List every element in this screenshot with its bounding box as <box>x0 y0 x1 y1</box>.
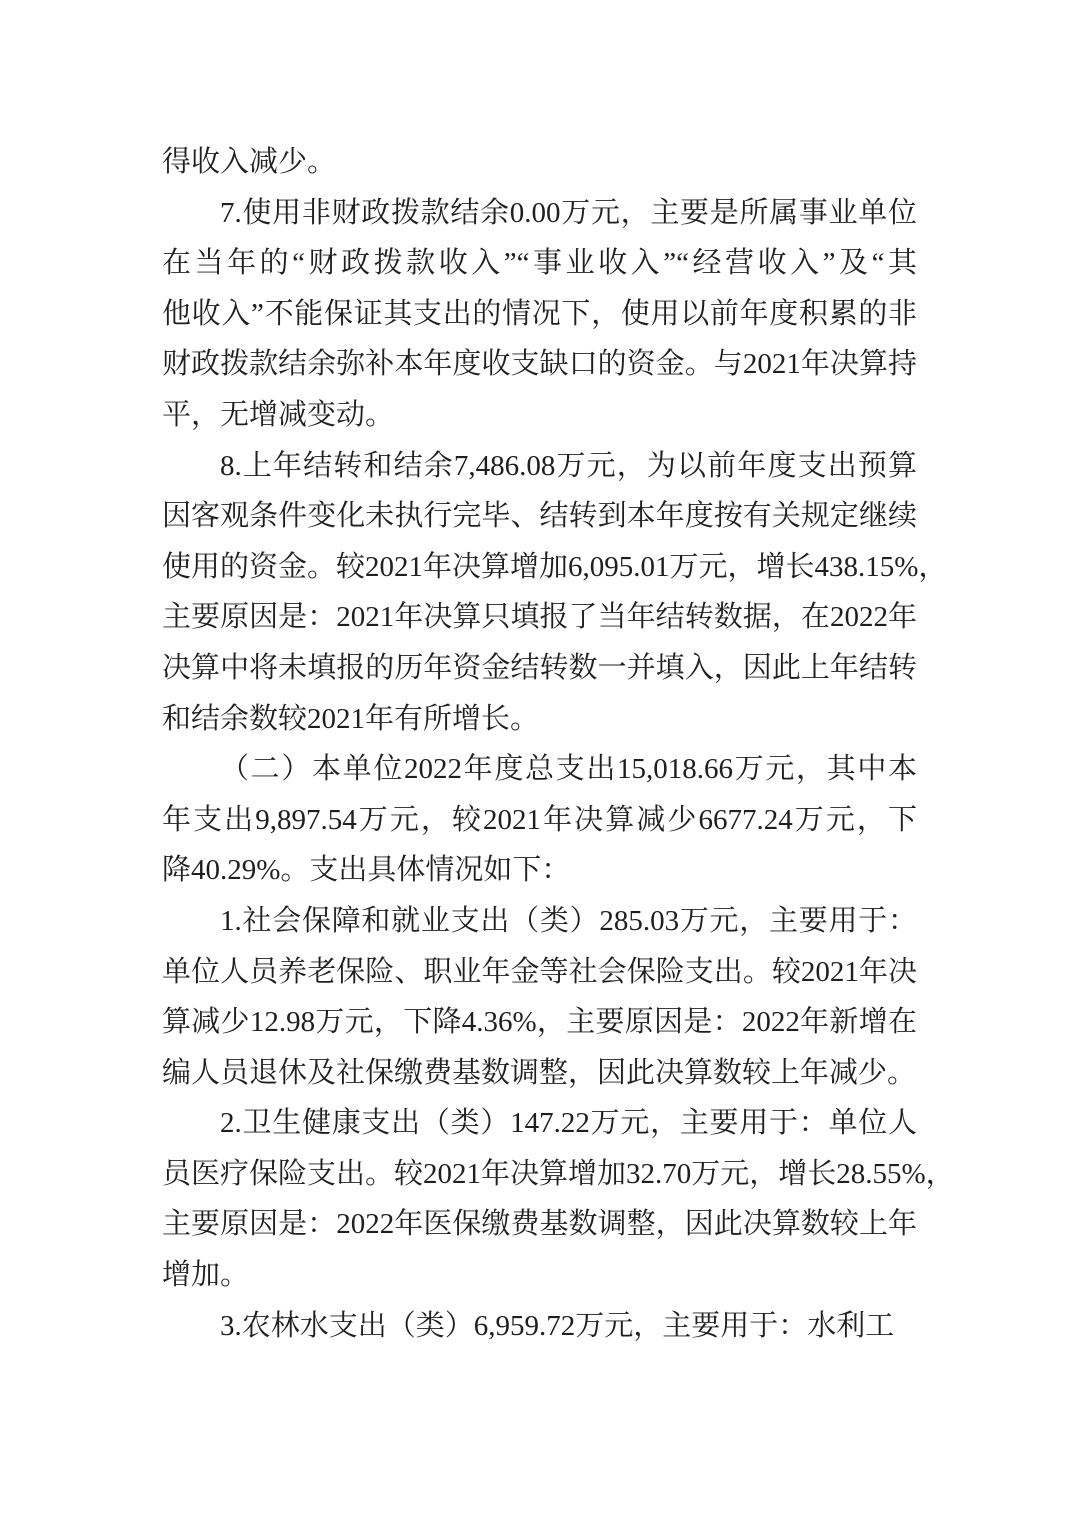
text-line: 1.社会保障和就业支出（类）285.03万元，主要用于： <box>220 904 917 937</box>
text-line: 7.使用非财政拨款结余0.00万元，主要是所属事业单位 <box>220 196 917 229</box>
text-line: 单位人员养老保险、职业年金等社会保险支出。较2021年决 <box>162 955 917 988</box>
text-line: 算减少12.98万元，下降4.36%，主要原因是：2022年新增在 <box>162 1006 917 1039</box>
text-line: 主要原因是：2021年决算只填报了当年结转数据，在2022年 <box>162 601 917 634</box>
text-line: 主要原因是：2022年医保缴费基数调整，因此决算数较上年 <box>162 1208 917 1241</box>
text-line: 年支出9,897.54万元，较2021年决算减少6677.24万元，下 <box>162 803 917 836</box>
text-line: 在当年的“财政拨款收入”“事业收入”“经营收入”及“其 <box>162 247 917 280</box>
text-line: 2.卫生健康支出（类）147.22万元，主要用于：单位人 <box>220 1107 917 1140</box>
text-line: 得收入减少。 <box>162 146 337 178</box>
text-line: 降40.29%。支出具体情况如下： <box>162 854 571 887</box>
document-text-block <box>162 137 955 1351</box>
text-line: 决算中将未填报的历年资金结转数一并填入，因此上年结转 <box>162 651 917 684</box>
text-line: 使用的资金。较2021年决算增加6,095.01万元，增长438.15%， <box>162 550 948 583</box>
text-line: （二）本单位2022年度总支出15,018.66万元，其中本 <box>220 753 917 786</box>
text-line: 编人员退休及社保缴费基数调整，因此决算数较上年减少。 <box>162 1056 917 1089</box>
text-line: 因客观条件变化未执行完毕、结转到本年度按有关规定继续 <box>162 500 917 533</box>
text-line: 员医疗保险支出。较2021年决算增加32.70万元，增长28.55%， <box>162 1157 955 1190</box>
text-line: 增加。 <box>162 1259 250 1292</box>
text-line: 和结余数较2021年有所增长。 <box>162 702 540 735</box>
text-line: 他收入”不能保证其支出的情况下，使用以前年度积累的非 <box>162 297 917 330</box>
text-line: 8.上年结转和结余7,486.08万元，为以前年度支出预算 <box>220 449 917 482</box>
text-line: 3.农林水支出（类）6,959.72万元，主要用于：水利工 <box>220 1309 895 1342</box>
text-line: 财政拨款结余弥补本年度收支缺口的资金。与2021年决算持 <box>162 348 917 381</box>
text-line: 平，无增减变动。 <box>162 398 395 431</box>
